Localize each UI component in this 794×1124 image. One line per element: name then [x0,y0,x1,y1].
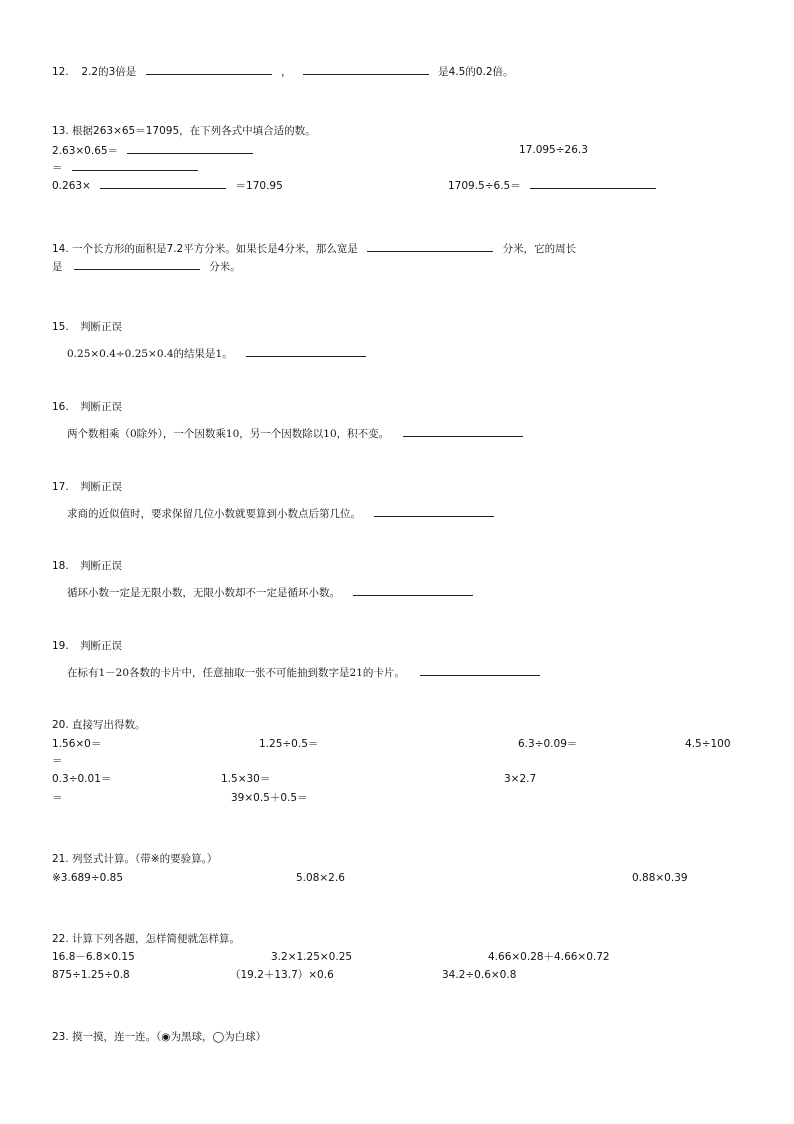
answer-blank[interactable] [420,665,540,676]
q22-expression-b1: 875÷1.25÷0.8 [52,969,130,981]
q20-item-b4: 39×0.5＋0.5＝ [231,792,308,804]
question-text: 14. 一个长方形的面积是7.2平方分米。如果长是4分米，那么宽是 [52,243,358,255]
answer-blank[interactable] [374,506,494,517]
question-text: 2.2的3倍是 [81,66,137,78]
question-23-title: 23. 摸一摸，连一连。（◉为黑球，◯为白球） [52,1031,267,1043]
q20-item-a4: 4.5÷100 [685,738,731,750]
question-number: 18. [52,560,69,572]
question-label: 判断正误 [80,401,123,413]
question-19-statement [67,665,540,680]
answer-blank[interactable] [246,346,366,357]
separator: ， [280,66,292,78]
question-text: 是 [52,261,63,273]
q20-item-b3: 3×2.7 [504,773,537,785]
equals-sign: ＝ [52,162,63,174]
q20-item-a4-equals: ＝ [52,755,63,767]
answer-blank[interactable] [100,178,226,189]
question-12 [52,64,514,79]
q20-item-a1: 1.56×0＝ [52,738,102,750]
question-14-line-1 [52,241,576,256]
question-15-title [52,320,122,334]
q22-expression-a3: 4.66×0.28＋4.66×0.72 [488,951,610,963]
answer-blank[interactable] [146,64,272,75]
answer-blank[interactable] [74,259,200,270]
question-16-statement [67,426,523,441]
question-20-title: 20. 直接写出得数。 [52,719,146,731]
expression: 1709.5÷6.5＝ [448,180,521,192]
question-19-title [52,639,122,653]
answer-blank[interactable] [530,178,656,189]
question-13-title: 13. 根据263×65＝17095，在下列各式中填合适的数。 [52,125,316,137]
question-text: 是4.5的0.2倍。 [438,66,514,78]
q13-expression-1 [52,143,253,158]
q20-item-b3-equals: ＝ [52,792,63,804]
q20-item-b2: 1.5×30＝ [221,773,271,785]
question-15-statement [67,346,366,361]
question-14-line-2 [52,259,241,274]
question-label: 判断正误 [80,321,123,333]
question-17-statement [67,506,494,521]
question-label: 判断正误 [80,560,123,572]
q21-expression-2: 5.08×2.6 [296,872,345,884]
statement-text: 循环小数一定是无限小数，无限小数却不一定是循环小数。 [67,587,340,599]
question-label: 判断正误 [80,481,123,493]
q20-item-b1: 0.3÷0.01＝ [52,773,112,785]
question-number: 15. [52,321,69,333]
question-21-title: 21. 列竖式计算。（带※的要验算。） [52,853,218,865]
question-label: 判断正误 [80,640,123,652]
answer-blank[interactable] [353,585,473,596]
q22-expression-b3: 34.2÷0.6×0.8 [442,969,517,981]
q13-expression-4 [448,178,656,193]
expression: 2.63×0.65＝ [52,145,119,157]
expression: 0.263× [52,180,91,192]
q13-expression-2: 17.095÷26.3 [519,144,588,156]
statement-text: 在标有1－20各数的卡片中，任意抽取一张不可能抽到数字是21的卡片。 [67,667,405,679]
q21-expression-3: 0.88×0.39 [632,872,688,884]
answer-blank[interactable] [72,160,198,171]
question-number: 19. [52,640,69,652]
question-number: 12. [52,66,69,78]
q22-expression-a2: 3.2×1.25×0.25 [271,951,353,963]
q13-expression-3 [52,178,283,193]
question-text: 分米，它的周长 [502,243,577,255]
question-text: 分米。 [209,261,241,273]
question-18-title [52,559,122,573]
question-number: 16. [52,401,69,413]
question-18-statement [67,585,473,600]
q20-item-a2: 1.25÷0.5＝ [259,738,319,750]
question-22-title: 22. 计算下列各题，怎样简便就怎样算。 [52,933,241,945]
q21-expression-1: ※3.689÷0.85 [52,872,124,884]
statement-text: 0.25×0.4÷0.25×0.4的结果是1。 [67,348,233,360]
q20-item-a3: 6.3÷0.09＝ [518,738,578,750]
q22-expression-b2: （19.2＋13.7）×0.6 [230,969,334,981]
answer-blank[interactable] [303,64,429,75]
statement-text: 求商的近似值时，要求保留几位小数就要算到小数点后第几位。 [67,508,361,520]
question-number: 17. [52,481,69,493]
answer-blank[interactable] [127,143,253,154]
answer-blank[interactable] [367,241,493,252]
question-16-title [52,400,122,414]
expression: ＝170.95 [235,180,283,192]
answer-blank[interactable] [403,426,523,437]
q22-expression-a1: 16.8－6.8×0.15 [52,951,135,963]
question-17-title [52,480,122,494]
q13-expression-2-answer [52,160,198,175]
statement-text: 两个数相乘（0除外），一个因数乘10，另一个因数除以10，积不变。 [67,428,390,440]
